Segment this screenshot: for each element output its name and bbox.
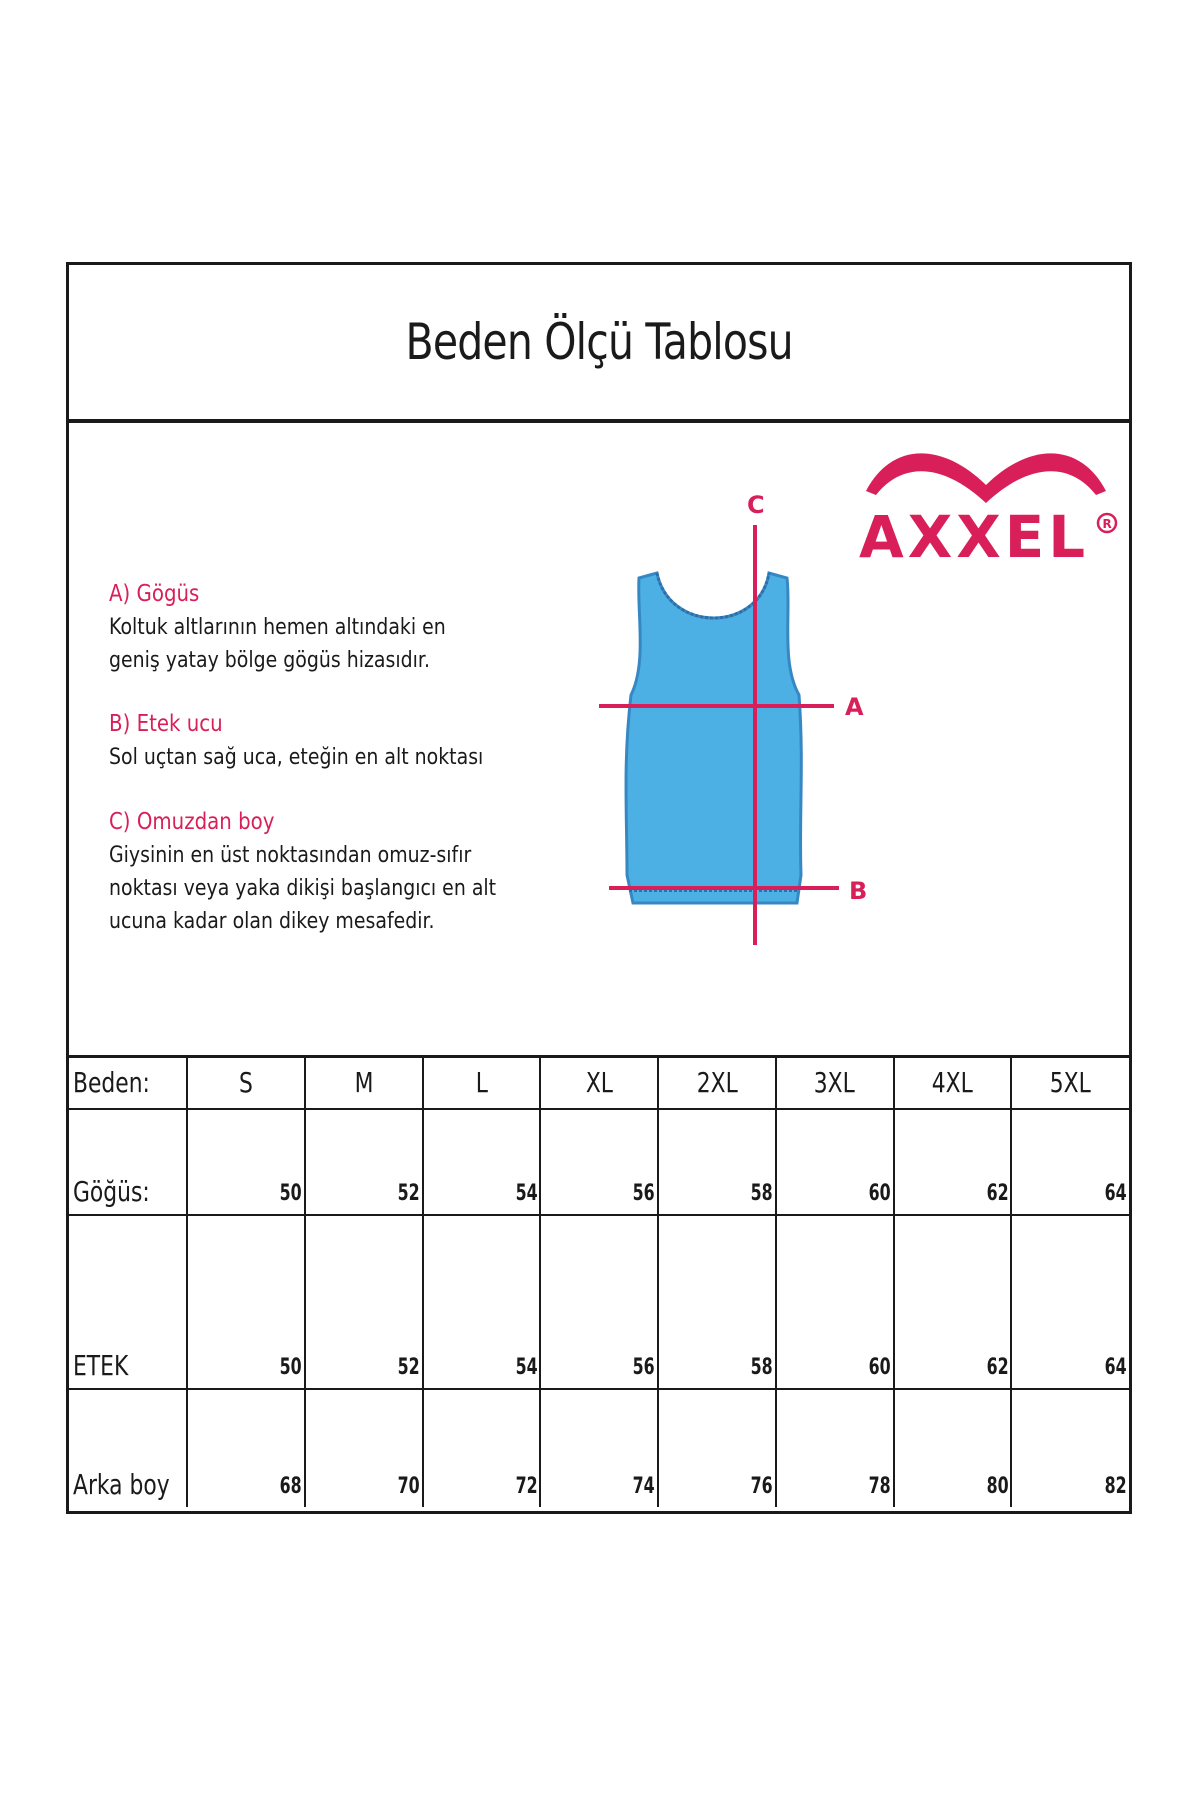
table-row-hem [69, 1215, 1129, 1389]
table-cell: 72 [423, 1389, 541, 1507]
size-2xl: 2XL [658, 1057, 776, 1109]
table-cell: 74 [540, 1389, 658, 1507]
table-header-row [69, 1057, 1129, 1109]
label-c: C [747, 491, 765, 519]
page-title: Beden Ölçü Tablosu [405, 313, 793, 371]
table-header-label: Beden: [69, 1057, 187, 1109]
size-xl: XL [540, 1057, 658, 1109]
table-cell: 58 [658, 1215, 776, 1389]
description-chest [109, 581, 539, 677]
table-cell: 78 [776, 1389, 894, 1507]
row-label-hem: ETEK [69, 1215, 187, 1389]
size-m: M [305, 1057, 423, 1109]
size-table [69, 1055, 1129, 1507]
table-cell: 58 [658, 1109, 776, 1215]
table-cell: 82 [1011, 1389, 1129, 1507]
table-cell: 52 [305, 1109, 423, 1215]
size-3xl: 3XL [776, 1057, 894, 1109]
table-cell: 56 [540, 1109, 658, 1215]
size-4xl: 4XL [894, 1057, 1012, 1109]
table-row-chest [69, 1109, 1129, 1215]
description-length [109, 809, 539, 938]
label-a: A [845, 693, 864, 721]
table-cell: 64 [1011, 1215, 1129, 1389]
size-l: L [423, 1057, 541, 1109]
logo-wings-icon [866, 453, 1106, 503]
description-chest-text: Koltuk altlarının hemen altındaki en geniş yatay bölge gögüs hizasıdır. [109, 615, 446, 673]
row-label-back-length: Arka boy [69, 1389, 187, 1507]
table-cell: 62 [894, 1215, 1012, 1389]
table-cell: 56 [540, 1215, 658, 1389]
table-cell: 50 [187, 1215, 305, 1389]
logo-text: AXXEL [859, 503, 1089, 571]
table-row-back-length [69, 1389, 1129, 1507]
table-cell: 54 [423, 1215, 541, 1389]
garment-shape [626, 573, 801, 903]
description-hem-heading: B) Etek ucu [109, 711, 223, 737]
title-box [69, 265, 1129, 423]
table-cell: 50 [187, 1109, 305, 1215]
description-length-text: Giysinin en üst noktasından omuz-sıfır noktası veya yaka dikişi başlangıcı en alt ucuna kadar olan dikey mesafedir. [109, 843, 497, 934]
size-5xl: 5XL [1011, 1057, 1129, 1109]
size-s: S [187, 1057, 305, 1109]
table-cell: 76 [658, 1389, 776, 1507]
table-cell: 62 [894, 1109, 1012, 1215]
tank-top-diagram [529, 491, 929, 973]
table-cell: 80 [894, 1389, 1012, 1507]
label-b: B [849, 877, 868, 905]
row-label-chest: Göğüs: [69, 1109, 187, 1215]
table-cell: 70 [305, 1389, 423, 1507]
table-cell: 68 [187, 1389, 305, 1507]
registered-mark-letter: R [1102, 517, 1112, 531]
table-cell: 54 [423, 1109, 541, 1215]
size-chart-frame [66, 262, 1132, 1514]
table-cell: 52 [305, 1215, 423, 1389]
description-hem [109, 711, 539, 774]
description-hem-text: Sol uçtan sağ uca, eteğin en alt noktası [109, 745, 484, 770]
table-cell: 64 [1011, 1109, 1129, 1215]
description-chest-heading: A) Gögüs [109, 581, 200, 607]
info-section [69, 423, 1129, 1055]
table-cell: 60 [776, 1215, 894, 1389]
description-length-heading: C) Omuzdan boy [109, 809, 275, 835]
table-cell: 60 [776, 1109, 894, 1215]
